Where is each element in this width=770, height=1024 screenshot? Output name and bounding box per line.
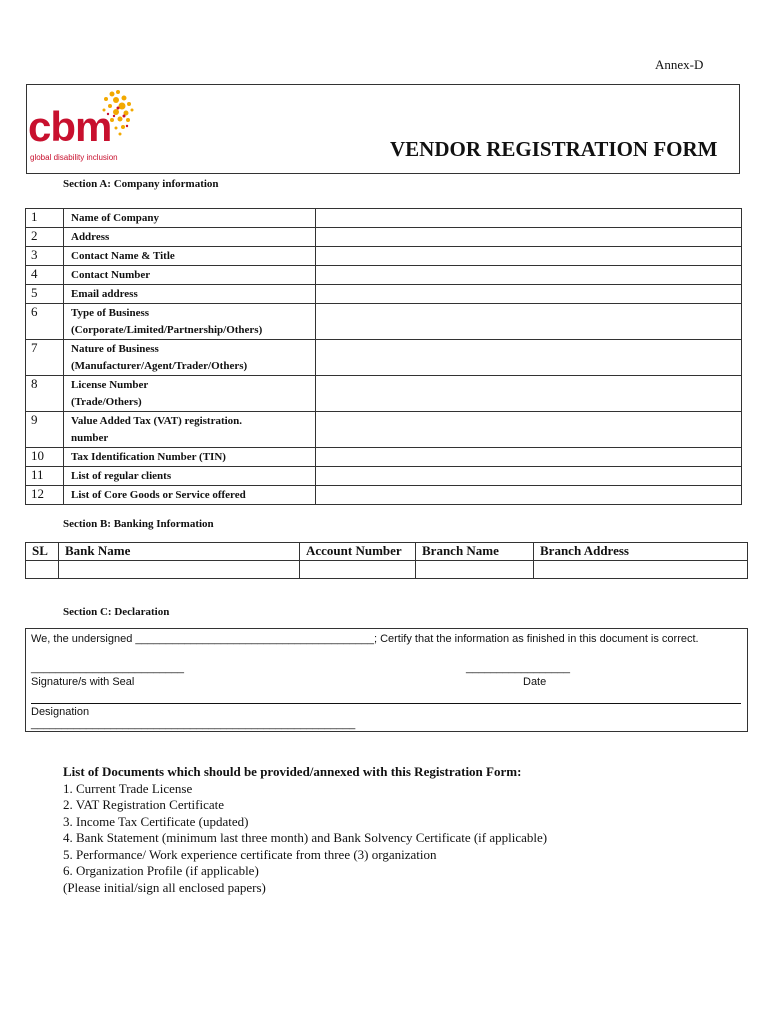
document-item: 3. Income Tax Certificate (updated) <box>63 813 249 829</box>
form-title: VENDOR REGISTRATION FORM <box>390 137 718 161</box>
row-value-field[interactable] <box>316 266 742 285</box>
row-value-field[interactable] <box>316 247 742 266</box>
cell-branch-name[interactable] <box>416 561 534 579</box>
row-label-text: Contact Name & Title <box>71 250 175 262</box>
logo-text: cbm <box>28 103 112 150</box>
header-branch-name: Branch Name <box>416 543 534 561</box>
row-number: 9 <box>26 412 64 448</box>
row-label-text: Tax Identification Number (TIN) <box>71 451 226 463</box>
row-label <box>64 247 316 266</box>
header-bank-name: Bank Name <box>59 543 300 561</box>
row-label-text: Name of Company <box>71 212 159 224</box>
row-value-field[interactable] <box>316 376 742 412</box>
row-number: 5 <box>26 285 64 304</box>
date-line[interactable]: _________________ <box>466 662 571 674</box>
documents-list <box>63 764 547 896</box>
declaration-statement: We, the undersigned _______________________________________; Certify that the information as finished in this document is correct. <box>31 633 699 645</box>
row-label-text: Email address <box>71 288 138 300</box>
row-label-subtext: (Manufacturer/Agent/Trader/Others) <box>71 360 248 372</box>
row-label <box>64 412 316 448</box>
row-label <box>64 228 316 247</box>
row-label-text: Contact Number <box>71 269 151 281</box>
company-info-row <box>26 285 742 304</box>
company-info-row <box>26 412 742 448</box>
cell-sl[interactable] <box>26 561 59 579</box>
company-info-table <box>25 208 742 505</box>
row-value-field[interactable] <box>316 304 742 340</box>
row-label-subtext: (Corporate/Limited/Partnership/Others) <box>71 324 263 336</box>
row-number: 3 <box>26 247 64 266</box>
row-number: 11 <box>26 467 64 486</box>
company-info-row <box>26 228 742 247</box>
signature-label: Signature/s with Seal <box>31 676 135 688</box>
row-label <box>64 376 316 412</box>
banking-empty-row[interactable] <box>26 561 748 579</box>
row-label <box>64 486 316 505</box>
document-item: 5. Performance/ Work experience certificate from three (3) organization <box>63 846 437 862</box>
cell-branch-address[interactable] <box>534 561 748 579</box>
row-label-text: Value Added Tax (VAT) registration. <box>71 415 243 427</box>
company-info-row <box>26 486 742 505</box>
row-number: 6 <box>26 304 64 340</box>
document-item: 1. Current Trade License <box>63 780 193 796</box>
row-label <box>64 285 316 304</box>
row-number: 1 <box>26 209 64 228</box>
row-value-field[interactable] <box>316 285 742 304</box>
company-info-row <box>26 467 742 486</box>
row-label <box>64 467 316 486</box>
row-value-field[interactable] <box>316 486 742 505</box>
banking-table <box>25 542 748 579</box>
document-item: 6. Organization Profile (if applicable) <box>63 863 259 878</box>
designation-line[interactable]: _____________________________________________________ <box>31 718 356 730</box>
row-number: 8 <box>26 376 64 412</box>
row-label-text: Type of Business <box>71 307 150 319</box>
company-info-row <box>26 209 742 228</box>
company-info-row <box>26 266 742 285</box>
row-value-field[interactable] <box>316 467 742 486</box>
document-item: (Please initial/sign all enclosed papers) <box>63 879 266 895</box>
row-label <box>64 209 316 228</box>
logo-tagline: global disability inclusion <box>30 153 118 162</box>
row-value-field[interactable] <box>316 209 742 228</box>
date-label: Date <box>523 676 547 688</box>
row-number: 2 <box>26 228 64 247</box>
row-number: 10 <box>26 448 64 467</box>
row-label-subtext: number <box>71 432 109 444</box>
cell-account-number[interactable] <box>300 561 416 579</box>
cell-bank-name[interactable] <box>59 561 300 579</box>
section-b-title: Section B: Banking Information <box>63 518 214 530</box>
row-value-field[interactable] <box>316 448 742 467</box>
row-label-text: License Number <box>71 379 149 391</box>
row-number: 12 <box>26 486 64 505</box>
row-label <box>64 448 316 467</box>
company-info-row <box>26 304 742 340</box>
document-item: 4. Bank Statement (minimum last three month) and Bank Solvency Certificate (if applicable) <box>63 830 548 845</box>
row-value-field[interactable] <box>316 340 742 376</box>
row-label-subtext: (Trade/Others) <box>71 396 142 408</box>
section-c-title: Section C: Declaration <box>63 606 170 618</box>
row-label <box>64 266 316 285</box>
row-number: 4 <box>26 266 64 285</box>
banking-header-row <box>26 543 748 561</box>
divider <box>31 703 741 704</box>
row-number: 7 <box>26 340 64 376</box>
section-a-title: Section A: Company information <box>63 178 219 190</box>
row-label-text: List of regular clients <box>71 470 172 482</box>
row-label <box>64 304 316 340</box>
row-value-field[interactable] <box>316 412 742 448</box>
header-branch-address: Branch Address <box>534 543 748 561</box>
row-value-field[interactable] <box>316 228 742 247</box>
company-info-row <box>26 340 742 376</box>
row-label-text: List of Core Goods or Service offered <box>71 489 246 501</box>
row-label-text: Address <box>71 231 110 243</box>
signature-line[interactable]: _________________________ <box>31 662 184 674</box>
documents-heading: List of Documents which should be provided/annexed with this Registration Form: <box>63 764 522 779</box>
declaration-box <box>25 628 748 732</box>
header-account-number: Account Number <box>300 543 416 561</box>
header-sl: SL <box>26 543 59 561</box>
designation-label: Designation <box>31 706 90 718</box>
company-info-row <box>26 376 742 412</box>
company-info-row <box>26 247 742 266</box>
row-label-text: Nature of Business <box>71 343 159 355</box>
company-info-row <box>26 448 742 467</box>
document-item: 2. VAT Registration Certificate <box>63 797 225 812</box>
annex-label: Annex-D <box>655 57 704 72</box>
row-label <box>64 340 316 376</box>
